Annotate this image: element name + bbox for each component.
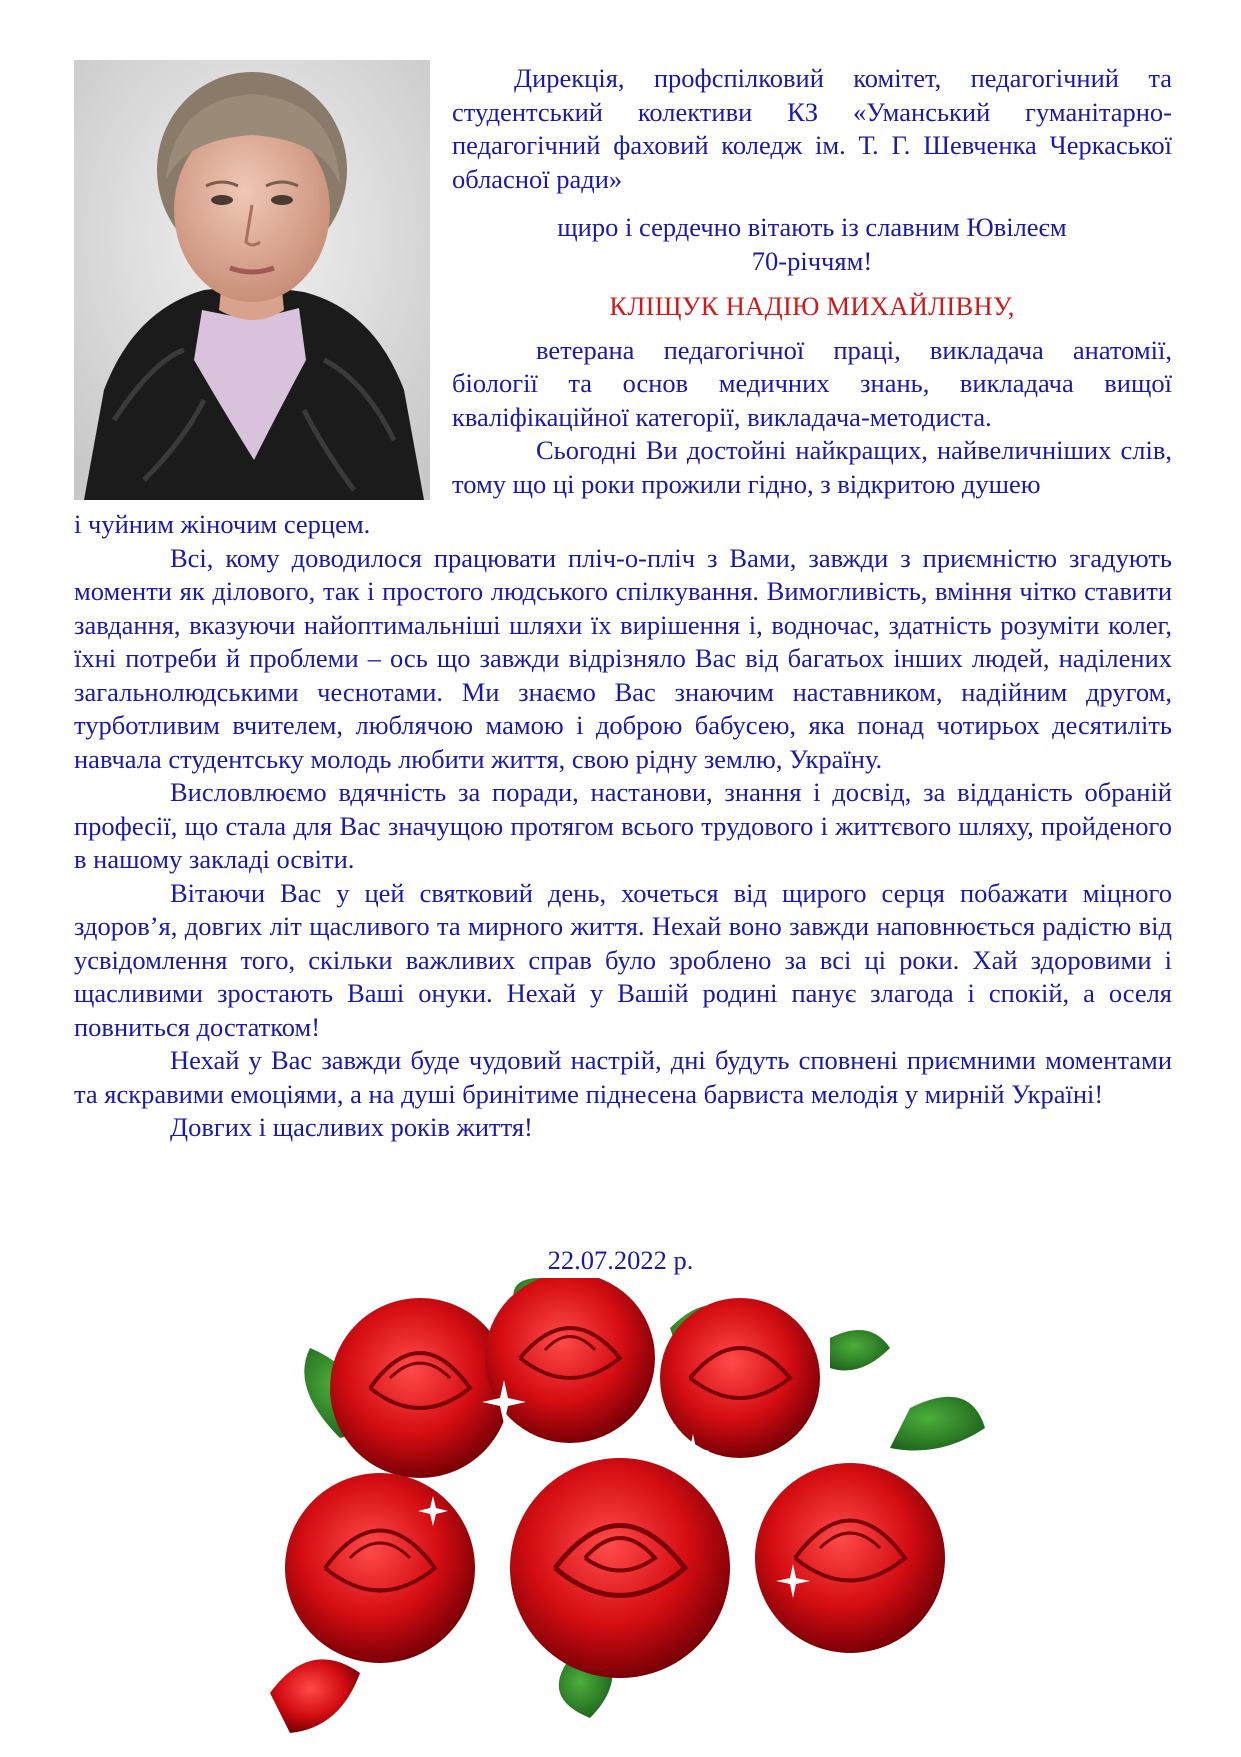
paragraph-gratitude: Висловлюємо вдячність за поради, настанови, знання і досвід, за відданість обраній професії, що стала для Вас значущою протягом всього трудового і життєвого шляху, пройденого в нашому закладі освіти. [74, 777, 1172, 874]
greeting-line-2: 70-річчям! [751, 245, 873, 276]
portrait-photo [74, 60, 430, 500]
body-block [74, 508, 1172, 1145]
paragraph-mood: Нехай у Вас завжди буде чудовий настрій, дні будуть сповнені приємними моментами та яскравими емоціями, а на душі бринітиме піднесена барвиста мелодія у мирній Україні! [74, 1045, 1172, 1109]
today-paragraph: Сьогодні Ви достойні найкращих, найвеличніших слів, тому що ці роки прожили гідно, з відкритою душею [452, 435, 1172, 499]
greeting-line-1: щиро і сердечно вітають із славним Ювілеєм [557, 212, 1067, 242]
roses-decoration [270, 1278, 990, 1748]
paragraph-colleagues: Всі, кому доводилося працювати пліч-о-пліч з Вами, завжди з приємністю згадують моменти як ділового, так і простого людського спілкування. Вимогливість, вміння чітко ставити завдання, вказуючи найоптимальніші шляхи їх вирішення і, водночас, здатність розуміти колег, їхні потреби й проблеми – ось що завжди відрізняло Вас від багатьох інших людей, наділених загальнолюдськими чеснотами. Ми знаємо Вас знаючим наставником, надійним другом, турботливим вчителем, люблячою мамою і доброю бабусею, яка понад чотирьох десятиліть навчала студентську молодь любити життя, свою рідну землю, Україну. [74, 542, 1172, 774]
intro-paragraph: Дирекція, профспілковий комітет, педагогічний та студентський колективи КЗ «Уманський гуманітарно-педагогічний фаховий коледж ім. Т. Г. Шевченка Черкаської обласної ради» [452, 63, 1172, 194]
document-date: 22.07.2022 р. [547, 1245, 694, 1275]
header-block [452, 62, 1172, 501]
honoree-name: КЛІЩУК НАДІЮ МИХАЙЛІВНУ, [609, 291, 1015, 321]
today-paragraph-end: і чуйним жіночим серцем. [74, 509, 371, 539]
paragraph-closing: Довгих і щасливих років життя! [170, 1112, 533, 1142]
honoree-titles: ветерана педагогічної праці, викладача анатомії, біології та основ медичних знань, викладача вищої кваліфікаційної категорії, викладача-методиста. [452, 334, 1172, 432]
paragraph-wishes: Вітаючи Вас у цей святковий день, хочеться від щирого серця побажати міцного здоров’я, довгих літ щасливого та мирного життя. Нехай воно завжди наповнюється радістю від усвідомлення того, скільки важливих справ було зроблено за всі ці роки. Хай здоровими і щасливими зростають Ваші онуки. Нехай у Вашій родині панує злагода і спокій, а оселя повниться достатком! [74, 877, 1172, 1042]
